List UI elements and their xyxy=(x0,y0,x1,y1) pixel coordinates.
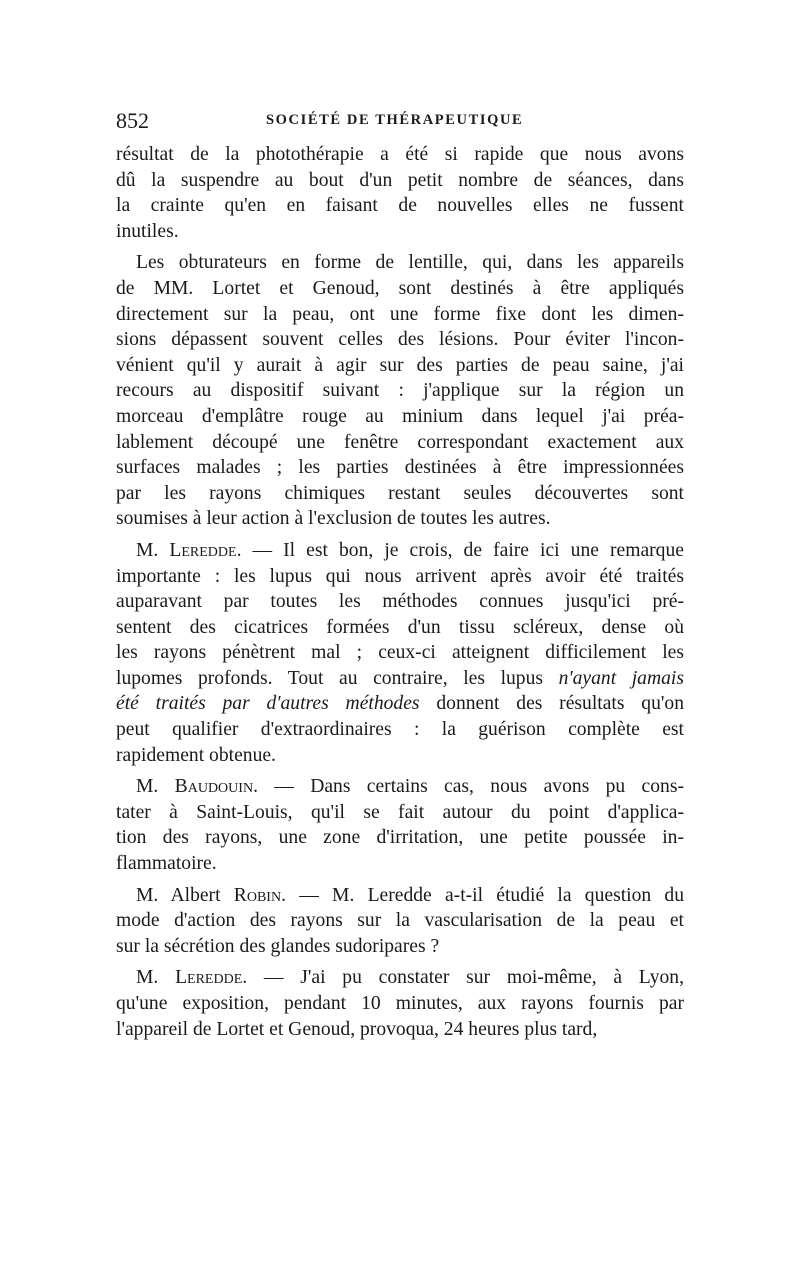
text-segment: tater à Saint-Louis, qu'il se fait autour du point d'applica- xyxy=(116,801,684,823)
text-line xyxy=(116,825,684,851)
text-segment: vénient qu'il y aurait à agir sur des parties de peau saine, j'ai xyxy=(116,354,684,376)
page-header xyxy=(116,108,684,142)
text-line xyxy=(116,193,684,219)
text-segment: soumises à leur action à l'exclusion de toutes les autres. xyxy=(116,508,551,530)
text-line xyxy=(116,455,684,481)
text-segment: rapidement obtenue. xyxy=(116,744,276,766)
text-segment: sions dépassent souvent celles des lésions. Pour éviter l'incon- xyxy=(116,329,684,351)
text-segment: . — Dans certains cas, nous avons pu cons- xyxy=(253,776,684,798)
text-segment: lablement découpé une fenêtre correspondant exactement aux xyxy=(116,431,684,453)
text-line xyxy=(116,615,684,641)
text-segment: qu'une exposition, pendant 10 minutes, aux rayons fournis par xyxy=(116,993,684,1014)
body-text xyxy=(116,142,684,1042)
text-line xyxy=(116,743,684,769)
text-segment: importante : les lupus qui nous arrivent après avoir été traités xyxy=(116,565,684,587)
paragraph xyxy=(116,774,684,876)
text-segment: M. xyxy=(136,539,170,561)
text-line xyxy=(116,538,684,564)
text-segment: résultat de la photothérapie a été si rapide que nous avons xyxy=(116,144,684,165)
paragraph xyxy=(116,965,684,1042)
text-line xyxy=(116,404,684,430)
text-line xyxy=(116,168,684,194)
text-line xyxy=(116,353,684,379)
paragraph xyxy=(116,250,684,532)
text-line xyxy=(116,908,684,934)
paragraph xyxy=(116,538,684,768)
text-line xyxy=(116,250,684,276)
text-segment: de MM. Lortet et Genoud, sont destinés à être appliqués xyxy=(116,277,684,299)
speaker-name: Baudouin xyxy=(174,776,254,798)
text-line xyxy=(116,481,684,507)
text-segment: la crainte qu'en en faisant de nouvelles elles ne fussent xyxy=(116,195,684,217)
italic-text: n'ayant jamais xyxy=(558,667,684,689)
text-segment: recours au dispositif suivant : j'applique sur la région un xyxy=(116,380,684,402)
text-line xyxy=(116,430,684,456)
text-line xyxy=(116,774,684,800)
text-segment: . — Il est bon, je crois, de faire ici une remarque xyxy=(236,539,684,561)
text-segment: peut qualifier d'extraordinaires : la guérison complète est xyxy=(116,719,684,741)
text-segment: dû la suspendre au bout d'un petit nombre de séances, dans xyxy=(116,169,684,191)
speaker-name: Leredde xyxy=(169,539,237,561)
running-head: SOCIÉTÉ DE THÉRAPEUTIQUE xyxy=(266,112,524,128)
text-segment: sur la sécrétion des glandes sudoripares ? xyxy=(116,935,440,957)
text-segment: M. Albert xyxy=(136,884,234,906)
text-line xyxy=(116,717,684,743)
text-line xyxy=(116,851,684,877)
text-line xyxy=(116,1017,684,1043)
text-segment: par les rayons chimiques restant seules découvertes sont xyxy=(116,482,684,504)
text-segment: tion des rayons, une zone d'irritation, une petite poussée in- xyxy=(116,827,684,849)
text-segment: . — J'ai pu constater sur moi-même, à Lyon, xyxy=(242,967,684,989)
text-line xyxy=(116,302,684,328)
text-segment: donnent des résultats qu'on xyxy=(419,693,684,715)
text-line xyxy=(116,327,684,353)
text-segment: M. xyxy=(136,776,175,798)
text-segment: directement sur la peau, ont une forme fixe dont les dimen- xyxy=(116,303,684,325)
text-line xyxy=(116,666,684,692)
text-segment: surfaces malades ; les parties destinées à être impressionnées xyxy=(116,457,684,479)
text-line xyxy=(116,965,684,991)
text-segment: sentent des cicatrices formées d'un tissu scléreux, dense où xyxy=(116,616,684,638)
text-line xyxy=(116,378,684,404)
text-segment: M. xyxy=(136,967,176,989)
italic-text: été traités par d'autres méthodes xyxy=(116,693,420,715)
text-line xyxy=(116,640,684,666)
paragraph xyxy=(116,883,684,960)
text-line xyxy=(116,991,684,1017)
text-line xyxy=(116,564,684,590)
text-segment: l'appareil de Lortet et Genoud, provoqua, 24 heures plus tard, xyxy=(116,1018,598,1040)
text-line xyxy=(116,800,684,826)
text-line xyxy=(116,142,684,168)
text-line xyxy=(116,934,684,960)
text-segment: lupomes profonds. Tout au contraire, les lupus xyxy=(116,667,559,689)
text-segment: flammatoire. xyxy=(116,853,217,875)
text-segment: les rayons pénètrent mal ; ceux-ci atteignent difficilement les xyxy=(116,642,684,664)
paragraph xyxy=(116,142,684,244)
text-line xyxy=(116,276,684,302)
text-line xyxy=(116,219,684,245)
text-line xyxy=(116,506,684,532)
text-segment: auparavant par toutes les méthodes connues jusqu'ici pré- xyxy=(116,591,684,613)
book-page xyxy=(116,108,684,1048)
text-line xyxy=(116,589,684,615)
text-line xyxy=(116,691,684,717)
text-segment: inutiles. xyxy=(116,220,179,242)
page-number: 852 xyxy=(116,108,149,133)
text-segment: Les obturateurs en forme de lentille, qui, dans les appareils xyxy=(136,252,684,274)
text-segment: morceau d'emplâtre rouge au minium dans lequel j'ai préa- xyxy=(116,405,684,427)
text-segment: mode d'action des rayons sur la vascularisation de la peau et xyxy=(116,910,684,932)
speaker-name: Leredde xyxy=(175,967,243,989)
speaker-name: Robin xyxy=(233,884,282,906)
text-segment: . — M. Leredde a-t-il étudié la question du xyxy=(281,884,684,906)
text-line xyxy=(116,883,684,909)
